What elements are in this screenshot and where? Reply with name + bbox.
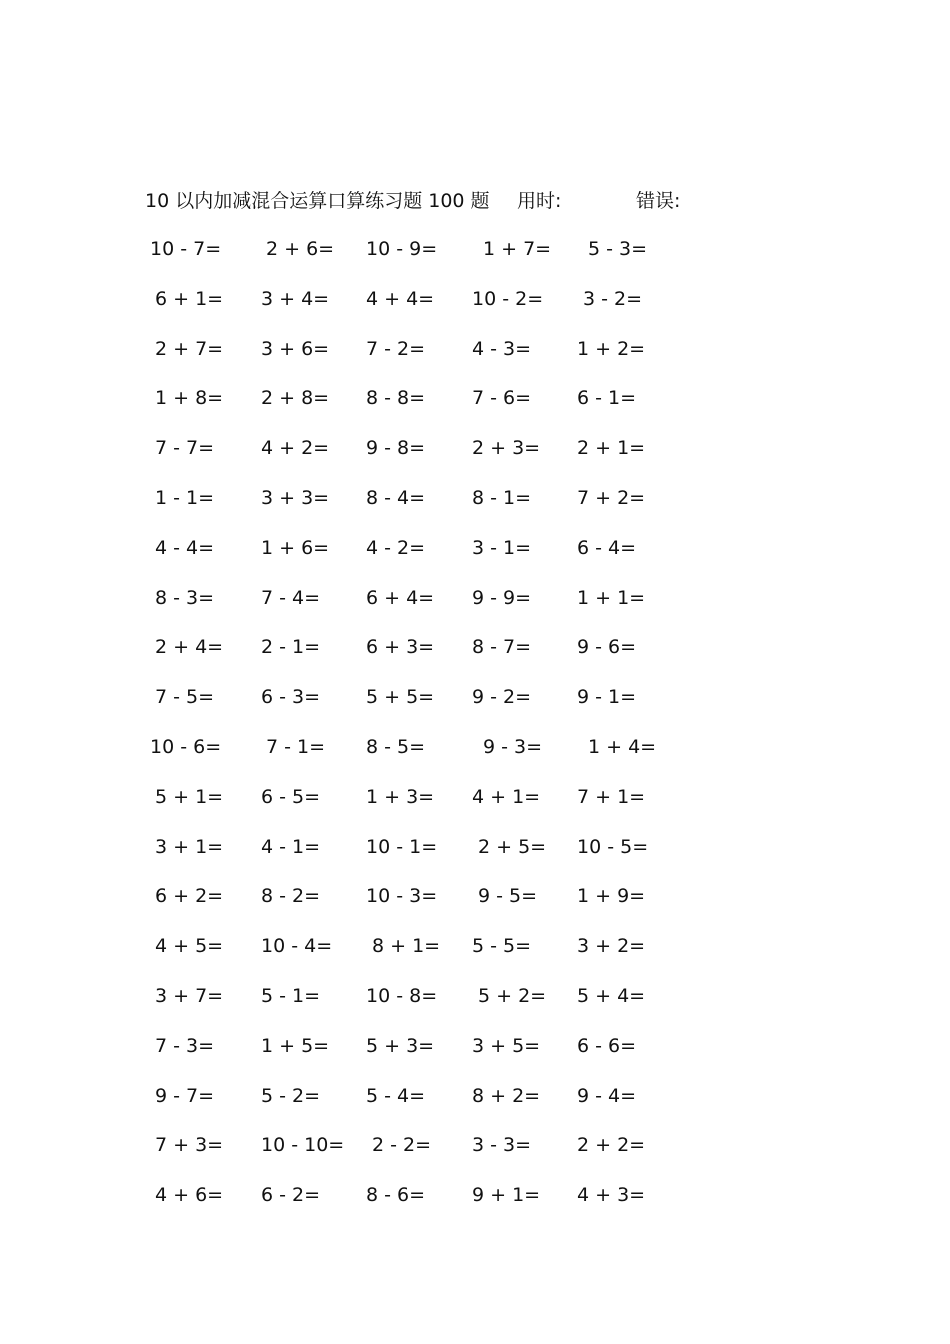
error-count-label: 错误: xyxy=(636,190,681,212)
problem-item: 4 + 5= xyxy=(155,935,224,958)
problem-row xyxy=(0,880,950,930)
problem-item: 9 - 3= xyxy=(483,735,543,758)
problem-item: 6 - 2= xyxy=(261,1184,321,1207)
problem-item: 8 - 7= xyxy=(472,636,532,659)
problem-item: 4 - 1= xyxy=(261,835,321,858)
problem-item: 10 - 4= xyxy=(261,935,333,958)
problem-item: 2 + 5= xyxy=(478,835,547,858)
problem-item: 7 - 4= xyxy=(261,586,321,609)
problem-grid xyxy=(0,233,950,1229)
problem-item: 6 - 4= xyxy=(577,536,637,559)
problem-item: 10 - 7= xyxy=(150,238,222,260)
problem-item: 6 - 6= xyxy=(577,1034,637,1057)
problem-item: 3 - 2= xyxy=(583,287,643,310)
problem-item: 2 + 4= xyxy=(155,636,224,659)
problem-row xyxy=(0,681,950,731)
problem-item: 3 - 1= xyxy=(472,536,532,559)
problem-item: 6 + 4= xyxy=(366,586,435,609)
problem-item: 9 - 8= xyxy=(366,437,426,460)
problem-item: 2 + 3= xyxy=(472,437,541,460)
problem-item: 3 + 5= xyxy=(472,1034,541,1057)
problem-item: 2 - 1= xyxy=(261,636,321,659)
problem-item: 2 + 7= xyxy=(155,337,224,360)
problem-row xyxy=(0,980,950,1030)
problem-item: 5 - 1= xyxy=(261,984,321,1007)
problem-row xyxy=(0,432,950,482)
problem-item: 6 + 1= xyxy=(155,287,224,310)
problem-item: 8 - 5= xyxy=(366,735,426,758)
problem-item: 10 - 9= xyxy=(366,238,438,260)
problem-item: 9 - 5= xyxy=(478,885,538,908)
problem-item: 7 + 3= xyxy=(155,1134,224,1157)
problem-item: 1 + 1= xyxy=(577,586,646,609)
problem-item: 6 - 1= xyxy=(577,387,637,410)
problem-item: 5 + 4= xyxy=(577,984,646,1007)
problem-item: 6 - 5= xyxy=(261,785,321,808)
problem-row xyxy=(0,731,950,781)
problem-item: 4 + 4= xyxy=(366,287,435,310)
problem-item: 4 + 2= xyxy=(261,437,330,460)
problem-item: 9 - 6= xyxy=(577,636,637,659)
problem-item: 1 - 1= xyxy=(155,486,215,509)
problem-item: 9 - 1= xyxy=(577,686,637,709)
problem-row xyxy=(0,283,950,333)
problem-item: 9 - 7= xyxy=(155,1084,215,1107)
problem-row xyxy=(0,1030,950,1080)
problem-item: 8 + 2= xyxy=(472,1084,541,1107)
problem-item: 5 + 2= xyxy=(478,984,547,1007)
problem-item: 6 + 3= xyxy=(366,636,435,659)
problem-item: 3 - 3= xyxy=(472,1134,532,1157)
problem-item: 6 + 2= xyxy=(155,885,224,908)
problem-item: 1 + 8= xyxy=(155,387,224,410)
problem-item: 4 + 3= xyxy=(577,1184,646,1207)
problem-item: 2 + 1= xyxy=(577,437,646,460)
problem-item: 1 + 2= xyxy=(577,337,646,360)
problem-item: 10 - 5= xyxy=(577,835,649,858)
problem-item: 5 + 1= xyxy=(155,785,224,808)
problem-item: 9 - 4= xyxy=(577,1084,637,1107)
problem-item: 8 - 2= xyxy=(261,885,321,908)
problem-row xyxy=(0,233,950,283)
problem-item: 5 + 5= xyxy=(366,686,435,709)
problem-item: 10 - 10= xyxy=(261,1134,345,1157)
problem-item: 1 + 5= xyxy=(261,1034,330,1057)
problem-item: 4 + 6= xyxy=(155,1184,224,1207)
problem-item: 1 + 7= xyxy=(483,238,552,260)
problem-row xyxy=(0,1080,950,1130)
problem-item: 2 + 6= xyxy=(266,238,335,260)
problem-item: 1 + 4= xyxy=(588,735,657,758)
problem-item: 10 - 1= xyxy=(366,835,438,858)
problem-item: 3 + 7= xyxy=(155,984,224,1007)
problem-item: 7 - 2= xyxy=(366,337,426,360)
problem-row xyxy=(0,831,950,881)
problem-item: 3 + 6= xyxy=(261,337,330,360)
problem-item: 4 - 2= xyxy=(366,536,426,559)
problem-item: 9 - 9= xyxy=(472,586,532,609)
problem-item: 4 - 4= xyxy=(155,536,215,559)
problem-item: 2 + 2= xyxy=(577,1134,646,1157)
problem-item: 5 - 2= xyxy=(261,1084,321,1107)
problem-row xyxy=(0,631,950,681)
problem-item: 7 - 3= xyxy=(155,1034,215,1057)
problem-item: 10 - 6= xyxy=(150,735,222,758)
problem-item: 7 - 7= xyxy=(155,437,215,460)
problem-item: 3 + 4= xyxy=(261,287,330,310)
problem-item: 8 - 4= xyxy=(366,486,426,509)
worksheet-title: 10 以内加减混合运算口算练习题 100 题 xyxy=(145,190,490,212)
problem-item: 8 - 3= xyxy=(155,586,215,609)
problem-item: 10 - 8= xyxy=(366,984,438,1007)
problem-item: 9 + 1= xyxy=(472,1184,541,1207)
problem-item: 3 + 2= xyxy=(577,935,646,958)
problem-row xyxy=(0,930,950,980)
problem-item: 7 - 5= xyxy=(155,686,215,709)
problem-item: 6 - 3= xyxy=(261,686,321,709)
problem-item: 4 - 3= xyxy=(472,337,532,360)
problem-item: 3 + 3= xyxy=(261,486,330,509)
problem-item: 5 - 4= xyxy=(366,1084,426,1107)
problem-item: 4 + 1= xyxy=(472,785,541,808)
problem-item: 5 - 5= xyxy=(472,935,532,958)
problem-item: 7 - 6= xyxy=(472,387,532,410)
problem-item: 8 - 6= xyxy=(366,1184,426,1207)
problem-row xyxy=(0,382,950,432)
problem-item: 8 - 1= xyxy=(472,486,532,509)
problem-item: 7 + 1= xyxy=(577,785,646,808)
problem-row xyxy=(0,1129,950,1179)
problem-row xyxy=(0,1179,950,1229)
problem-item: 10 - 3= xyxy=(366,885,438,908)
problem-row xyxy=(0,582,950,632)
problem-item: 5 - 3= xyxy=(588,238,648,260)
problem-row xyxy=(0,781,950,831)
problem-item: 8 + 1= xyxy=(372,935,441,958)
problem-item: 7 + 2= xyxy=(577,486,646,509)
problem-item: 2 + 8= xyxy=(261,387,330,410)
time-used-label: 用时: xyxy=(517,190,562,212)
problem-item: 5 + 3= xyxy=(366,1034,435,1057)
problem-row xyxy=(0,532,950,582)
problem-item: 1 + 6= xyxy=(261,536,330,559)
problem-item: 10 - 2= xyxy=(472,287,544,310)
problem-item: 3 + 1= xyxy=(155,835,224,858)
problem-item: 8 - 8= xyxy=(366,387,426,410)
problem-item: 1 + 3= xyxy=(366,785,435,808)
problem-item: 2 - 2= xyxy=(372,1134,432,1157)
problem-row xyxy=(0,482,950,532)
problem-item: 9 - 2= xyxy=(472,686,532,709)
problem-row xyxy=(0,333,950,383)
problem-item: 1 + 9= xyxy=(577,885,646,908)
problem-item: 7 - 1= xyxy=(266,735,326,758)
